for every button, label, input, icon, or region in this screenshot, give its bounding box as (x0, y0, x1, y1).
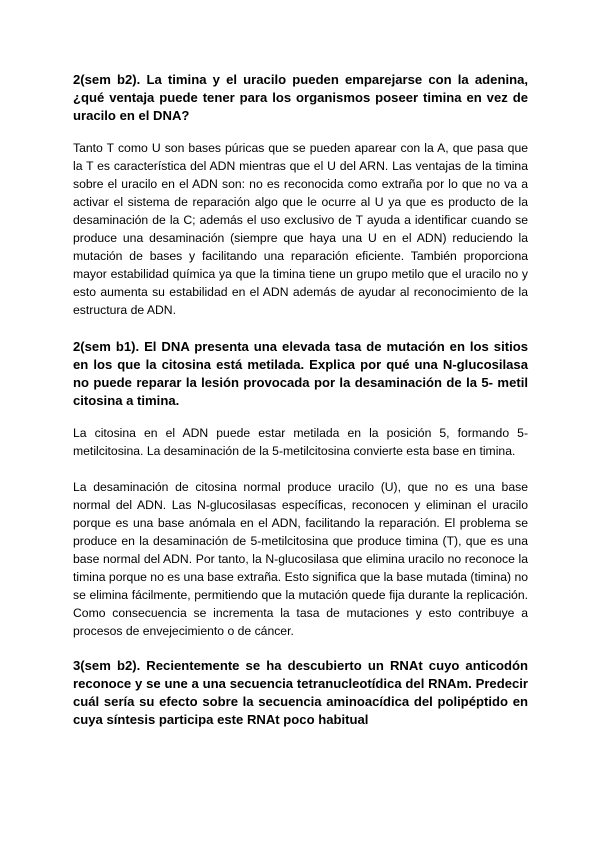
answer-1-paragraph: Tanto T como U son bases púricas que se pueden aparear con la A, que pasa que la T es característica del ADN mientras que el U del ARN. Las ventajas de la timina sobre el uracilo en el ADN son: no es reconocida como extraña por lo que no va a activar el sistema de reparación algo que le ocurre al U ya que es producto de la desaminación de la C; además el uso exclusivo de T ayuda a identificar cuando se produce una desaminación (siempre que haya una U en el ADN) reduciendo la mutación de bases y facilitando una reparación eficiente. También proporciona mayor estabilidad química ya que la timina tiene un grupo metilo que el uracilo no y esto aumenta su estabilidad en el ADN además de ayudar al reconocimiento de la estructura de ADN. (73, 141, 528, 317)
question-3-heading: 3(sem b2). Recientemente se ha descubierto un RNAt cuyo anticodón reconoce y se une a una secuencia tetranucleotídica del RNAm. Predecir cuál sería su efecto sobre la secuencia aminoacídica del polipéptido en cuya síntesis participa este RNAt poco habitual (73, 658, 528, 727)
question-1-heading: 2(sem b2). La timina y el uracilo pueden emparejarse con la adenina, ¿qué ventaja puede tener para los organismos poseer timina en vez de uracilo en el DNA? (73, 72, 528, 123)
answer-2-paragraph-2: La desaminación de citosina normal produce uracilo (U), que no es una base normal del ADN. Las N-glucosilasas específicas, reconocen y eliminan el uracilo porque es una base anómala en el ADN, facilitando la reparación. El problema se produce en la desaminación de 5-metilcitosina que produce timina (T), que es una base normal del ADN. Por tanto, la N-glucosilasa que elimina uracilo no reconoce la timina porque no es una base extraña. Esto significa que la base mutada (timina) no se elimina fácilmente, permitiendo que la mutación quede fija durante la replicación. Como consecuencia se incrementa la tasa de mutaciones y esto contribuye a procesos de envejecimiento o de cáncer. (73, 480, 528, 638)
document-page (73, 71, 528, 729)
answer-2-paragraph-1: La citosina en el ADN puede estar metilada en la posición 5, formando 5-metilcitosina. La desaminación de la 5-metilcitosina convierte esta base en timina. (73, 426, 528, 458)
question-2-heading: 2(sem b1). El DNA presenta una elevada tasa de mutación en los sitios en los que la citosina está metilada. Explica por qué una N-glucosilasa no puede reparar la lesión provocada por la desaminación de la 5- metil citosina a timina. (73, 339, 528, 408)
